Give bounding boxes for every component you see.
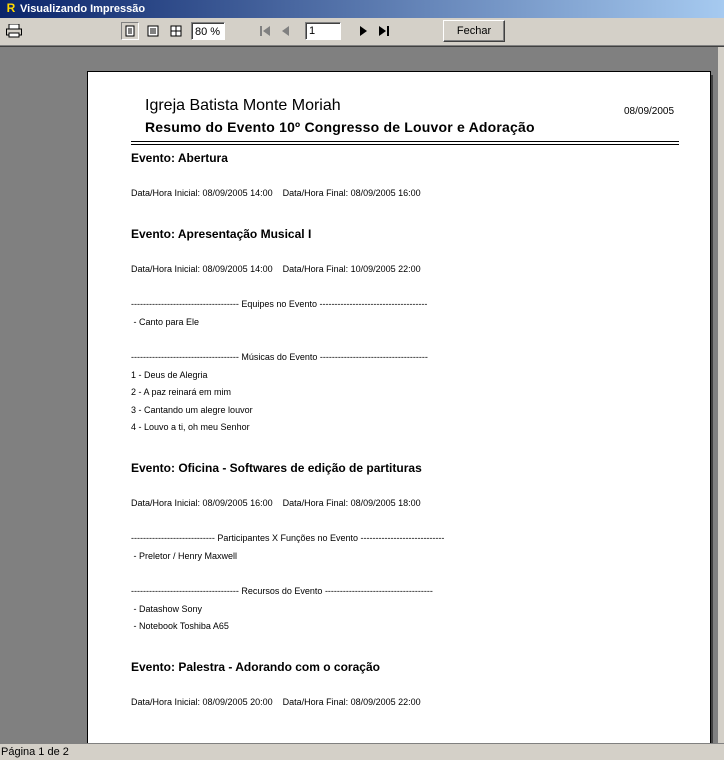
close-button[interactable]: Fechar bbox=[443, 20, 505, 42]
event-title: Evento: Palestra - Adorando com o coração bbox=[131, 660, 380, 674]
section-header: ------------------------------------ Recursos do Evento ------------------------------------ bbox=[131, 586, 433, 596]
prev-page-icon[interactable] bbox=[277, 22, 295, 40]
event-dates: Data/Hora Inicial: 08/09/2005 20:00 Data/Hora Final: 08/09/2005 22:00 bbox=[131, 697, 421, 707]
section-header: ------------------------------------ Músicas do Evento ------------------------------------ bbox=[131, 352, 428, 362]
title-bar bbox=[0, 0, 724, 18]
list-item: 1 - Deus de Alegria bbox=[131, 370, 208, 380]
printer-icon[interactable] bbox=[5, 22, 23, 40]
list-item: 3 - Cantando um alegre louvor bbox=[131, 405, 253, 415]
next-page-icon[interactable] bbox=[354, 22, 372, 40]
single-page-icon[interactable] bbox=[121, 22, 139, 40]
list-item: - Preletor / Henry Maxwell bbox=[131, 551, 238, 561]
report-page bbox=[87, 71, 711, 744]
event-title: Evento: Oficina - Softwares de edição de partituras bbox=[131, 461, 422, 475]
first-page-icon[interactable] bbox=[256, 22, 274, 40]
window-title: Visualizando Impressão bbox=[20, 3, 146, 15]
list-item: 4 - Louvo a ti, oh meu Senhor bbox=[131, 422, 250, 432]
report-subtitle: Resumo do Evento 10º Congresso de Louvor e Adoração bbox=[145, 119, 535, 135]
section-header: ------------------------------------ Equipes no Evento ------------------------------------ bbox=[131, 299, 428, 309]
header-divider bbox=[131, 141, 679, 142]
event-dates: Data/Hora Inicial: 08/09/2005 16:00 Data/Hora Final: 08/09/2005 18:00 bbox=[131, 498, 421, 508]
preview-area[interactable] bbox=[0, 46, 724, 744]
toolbar bbox=[0, 18, 724, 46]
report-date: 08/09/2005 bbox=[624, 106, 675, 117]
multi-page-icon[interactable] bbox=[167, 22, 185, 40]
list-item: - Canto para Ele bbox=[131, 317, 200, 327]
event-dates: Data/Hora Inicial: 08/09/2005 14:00 Data/Hora Final: 10/09/2005 22:00 bbox=[131, 264, 421, 274]
zoom-field[interactable]: 80 % bbox=[191, 22, 225, 40]
report-org: Igreja Batista Monte Moriah bbox=[145, 97, 341, 114]
app-icon: R bbox=[6, 1, 16, 15]
list-item: 2 - A paz reinará em mim bbox=[131, 387, 232, 397]
page-status: Página 1 de 2 bbox=[1, 746, 69, 758]
header-divider bbox=[131, 144, 679, 145]
event-title: Evento: Abertura bbox=[131, 151, 228, 165]
page-number-input[interactable]: 1 bbox=[305, 22, 341, 40]
section-header: ---------------------------- Participantes X Funções no Evento ---------------------------- bbox=[131, 533, 445, 543]
list-item: - Datashow Sony bbox=[131, 604, 203, 614]
last-page-icon[interactable] bbox=[375, 22, 393, 40]
event-title: Evento: Apresentação Musical I bbox=[131, 227, 312, 241]
right-frame bbox=[718, 47, 724, 744]
list-item: - Notebook Toshiba A65 bbox=[131, 621, 229, 631]
two-page-icon[interactable] bbox=[144, 22, 162, 40]
event-dates: Data/Hora Inicial: 08/09/2005 14:00 Data/Hora Final: 08/09/2005 16:00 bbox=[131, 188, 421, 198]
status-bar bbox=[0, 743, 724, 760]
